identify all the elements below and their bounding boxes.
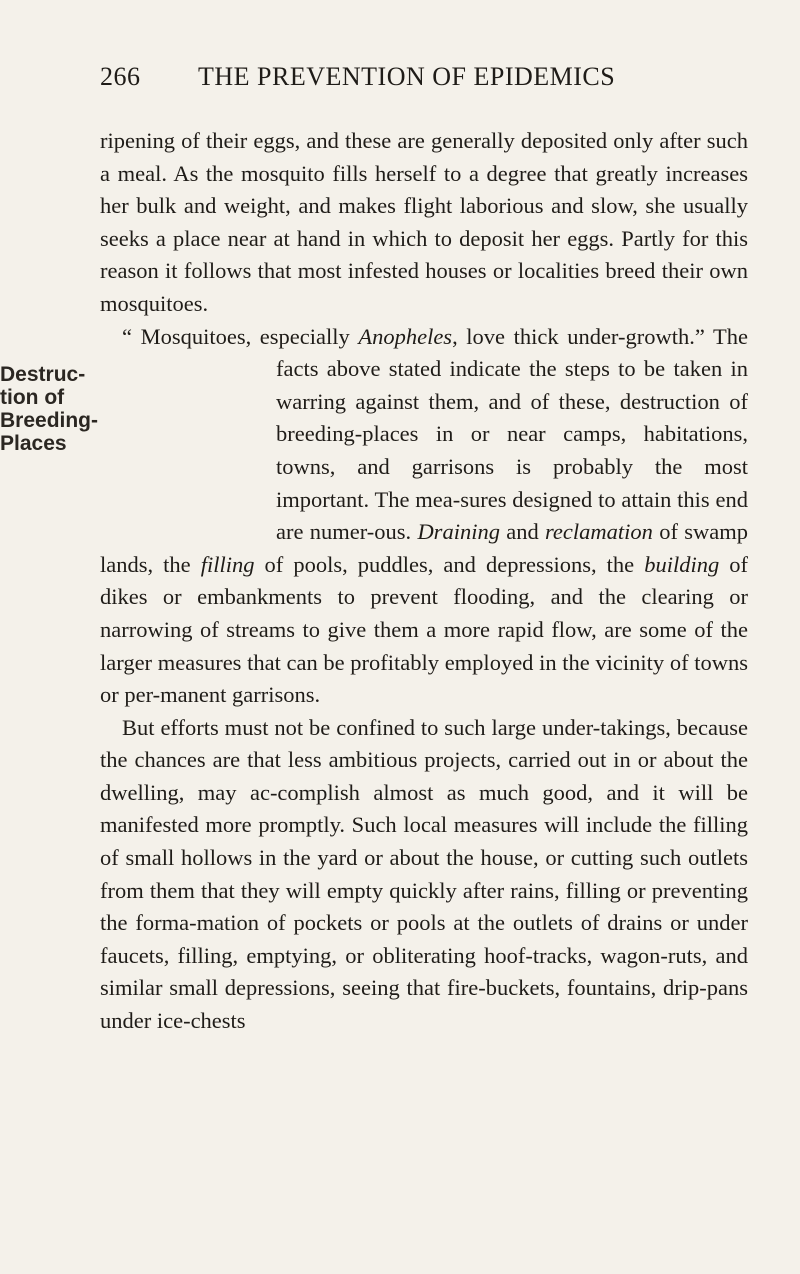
sidenote-line: Destruc- [0, 363, 86, 387]
emphasis-filling: filling [200, 551, 255, 577]
sidenote-line: tion of [0, 386, 65, 410]
running-title: THE PREVENTION OF EPIDEMICS [198, 62, 616, 91]
sidenote-line: Breeding- [0, 409, 99, 433]
text-run: of pools, puddles, and depressions, the [254, 551, 645, 577]
emphasis-reclamation: reclamation [545, 519, 653, 545]
running-header [100, 62, 748, 102]
sidenote-spacer [100, 353, 276, 517]
page-body [100, 125, 748, 1038]
text-run: and [499, 519, 546, 545]
text-run: of swamp lands, the [100, 519, 748, 577]
emphasis-building: building [644, 551, 720, 577]
margin-sidenote [0, 363, 98, 455]
emphasis-draining: Draining [417, 519, 500, 545]
paragraph-continued: ripening of their eggs, and these are generally deposited only after such a meal. As the mosquito fills herself to a degree that greatly increases her bulk and weight, and makes flight laborious and slow, she usually seeks a place near at hand in which to deposit her eggs. Partly for this reason it follows that most infested houses or localities breed their own mosquitoes. [100, 128, 748, 316]
paragraph-local-measures: But efforts must not be confined to such large under-takings, because the chances are that less ambitious projects, carried out in or about the dwelling, may ac-complish almost as much good, and it will be manifested more promptly. Such local measures will include the filling of small hollows in the yard or about the house, or cutting such outlets from them that they will empty quickly after rains, filling or preventing the forma-mation of pockets or pools at the outlets of drains or under faucets, filling, emptying, or obliterating hoof-tracks, wagon-ruts, and similar small depressions, seeing that fire-buckets, fountains, drip-pans under ice-chests [100, 714, 748, 1034]
page-number: 266 [100, 62, 141, 91]
text-run: “ Mosquitoes, especially [122, 323, 359, 349]
paragraph-breeding-places [100, 321, 748, 712]
text-run: , love thick under-growth.” The facts above stated indicate the steps to be taken in warring against them, and of these, destruction of breeding-places in or near camps, habitations, towns, and garrisons is probably the most important. The mea-sures designed to attain this end are numer-ous. [276, 324, 748, 545]
emphasis-anopheles: Anopheles [358, 323, 453, 349]
sidenote-line: Places [0, 432, 67, 456]
text-run: of dikes or embankments to prevent flooding, and the clearing or narrowing of streams to give them a more rapid flow, are some of the larger measures that can be profitably employed in the vicinity of towns or per-manent garrisons. [100, 551, 748, 708]
